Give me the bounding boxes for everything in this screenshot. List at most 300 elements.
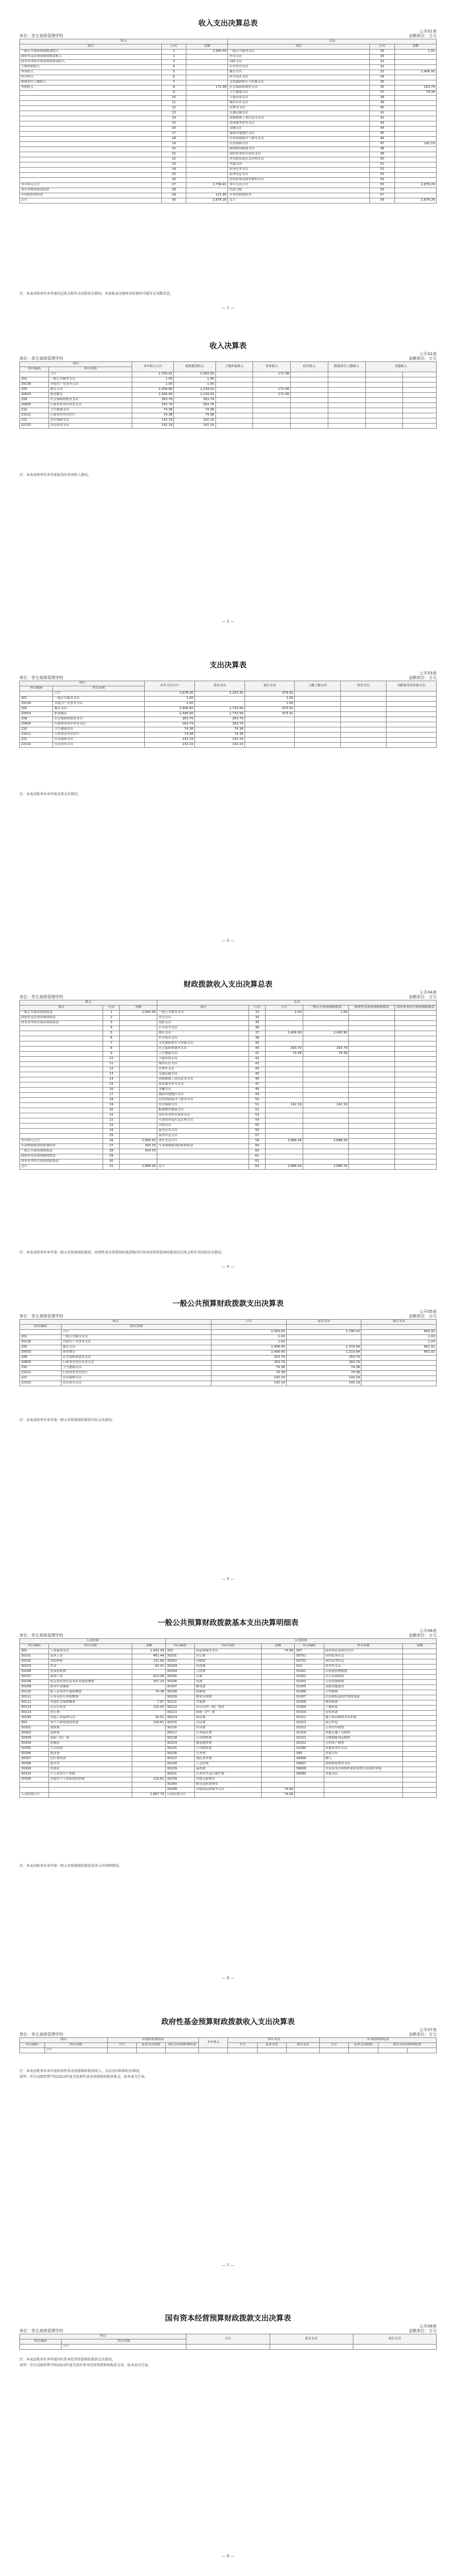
table-row bbox=[20, 1139, 437, 1144]
table-row bbox=[20, 1752, 437, 1757]
table-cell: 14 bbox=[161, 116, 186, 121]
table-row bbox=[20, 1366, 437, 1371]
table-cell: 1.00 bbox=[174, 377, 215, 382]
table-cell: 30240 bbox=[165, 1783, 194, 1788]
table-row bbox=[20, 691, 437, 697]
table-cell: 30304 bbox=[20, 1741, 49, 1747]
table-cell: 41 bbox=[370, 111, 395, 116]
table-cell: 30101 bbox=[20, 1654, 49, 1659]
table-cell bbox=[386, 722, 437, 727]
table-cell bbox=[186, 162, 228, 168]
table-cell bbox=[20, 1129, 103, 1134]
table-cell bbox=[403, 1777, 437, 1783]
table-cell: 合计 bbox=[53, 691, 145, 697]
table-cell: 35 bbox=[370, 80, 395, 86]
table-cell bbox=[386, 738, 437, 743]
table-cell bbox=[120, 1052, 157, 1057]
table-cell bbox=[245, 743, 295, 748]
table-cell bbox=[303, 1134, 349, 1139]
table-cell bbox=[303, 1036, 349, 1041]
table-cell bbox=[186, 80, 228, 86]
table-cell bbox=[20, 1057, 103, 1062]
table-cell: 商业服务业等支出 bbox=[157, 1083, 249, 1088]
table-cell: 201 bbox=[20, 1335, 62, 1340]
table-cell: 126.61 bbox=[132, 1721, 165, 1726]
table-row bbox=[20, 1072, 437, 1077]
table-cell: 灾害防治及应急管理支出 bbox=[228, 157, 370, 162]
table-cell: 1.00 bbox=[361, 1335, 437, 1340]
table-cell bbox=[199, 2048, 228, 2053]
table-row bbox=[20, 1788, 437, 1793]
table-cell: 国有资本经营预算财政拨款 bbox=[20, 1021, 103, 1026]
table-cell: 661.92 bbox=[361, 1345, 437, 1350]
table-cell: 文物和陈列品购置 bbox=[324, 1736, 403, 1741]
table-cell bbox=[295, 1783, 324, 1788]
table-cell bbox=[394, 1149, 436, 1154]
header-code: 科目编码 bbox=[20, 686, 53, 691]
table-cell: 国有资本经营预算财政拨款收入 bbox=[20, 60, 162, 65]
table-cell bbox=[132, 1711, 165, 1716]
table-cell bbox=[361, 1381, 437, 1386]
table-cell bbox=[186, 91, 228, 96]
table-cell bbox=[261, 1711, 294, 1716]
table-cell: 1.00 bbox=[394, 50, 436, 55]
amount-unit: 金额单位：万元 bbox=[409, 2032, 437, 2037]
amount-unit: 金额单位：万元 bbox=[409, 2329, 437, 2333]
table-cell bbox=[20, 1077, 103, 1083]
table-cell: 外交支出 bbox=[157, 1016, 249, 1021]
table-cell bbox=[120, 1062, 157, 1067]
table-cell bbox=[120, 1118, 157, 1124]
table-row bbox=[20, 1793, 437, 1798]
table-cell: 13 bbox=[161, 111, 186, 116]
section-2 bbox=[0, 319, 456, 638]
table-cell bbox=[291, 398, 328, 403]
table-cell: 1,319.94 bbox=[286, 1345, 361, 1350]
table-cell: 55 bbox=[249, 1124, 266, 1129]
table-cell bbox=[215, 408, 253, 413]
table-cell bbox=[20, 1088, 103, 1093]
table-cell bbox=[303, 1144, 349, 1149]
table-cell: 22102 bbox=[20, 743, 53, 748]
table-cell: 263.79 bbox=[174, 398, 215, 403]
table-cell: 住房保障支出 bbox=[53, 738, 145, 743]
table-cell: 263.79 bbox=[132, 398, 174, 403]
table-cell bbox=[394, 1077, 436, 1083]
page-title: 收入决算表 bbox=[209, 342, 247, 351]
table-row bbox=[20, 418, 437, 424]
table-cell: 物业管理费 bbox=[194, 1695, 261, 1700]
table-cell: 公用经费合计 bbox=[165, 1793, 194, 1798]
table-cell: 2,234.42 bbox=[174, 393, 215, 398]
table-cell: 20 bbox=[161, 147, 186, 152]
table-cell: 35 bbox=[249, 1021, 266, 1026]
table-cell: 农林水支出 bbox=[157, 1067, 249, 1072]
table-cell: 3 bbox=[161, 60, 186, 65]
table-cell: 39906 bbox=[295, 1757, 324, 1762]
table-cell bbox=[403, 403, 437, 408]
table-cell: 灾害防治及应急管理支出 bbox=[157, 1118, 249, 1124]
table-cell: 总计 bbox=[228, 198, 370, 204]
table-row bbox=[20, 1757, 437, 1762]
table-cell bbox=[340, 738, 386, 743]
header-name: 科目名称 bbox=[194, 1644, 261, 1649]
col-header: 合计 bbox=[211, 1320, 287, 1325]
header-expense: 支出 bbox=[157, 1000, 437, 1006]
table-cell: 53 bbox=[370, 173, 395, 178]
table-cell bbox=[215, 413, 253, 418]
table-cell: 社会保障和就业支出 bbox=[49, 398, 132, 403]
table-cell bbox=[394, 80, 436, 86]
table-row bbox=[20, 1057, 437, 1062]
table-cell bbox=[403, 1670, 437, 1675]
col-header: 附属单位上缴收入 bbox=[328, 362, 365, 372]
table-cell: 21011 bbox=[20, 413, 49, 418]
table-cell bbox=[403, 377, 437, 382]
table-explanation: 说明：崇左高级管理学校2023年度无政府性基金预算财政拨款收支，故本表为空表。 bbox=[19, 2075, 148, 2079]
table-cell bbox=[261, 1762, 294, 1767]
table-row bbox=[20, 1654, 437, 1659]
table-cell: 142.19 bbox=[286, 1381, 361, 1386]
table-row bbox=[20, 162, 437, 168]
table-row bbox=[20, 1062, 437, 1067]
table-row bbox=[20, 50, 437, 55]
table-row bbox=[20, 111, 437, 116]
table-cell bbox=[120, 1088, 157, 1093]
table-cell bbox=[20, 1113, 103, 1118]
table-row bbox=[20, 413, 437, 418]
table-row bbox=[20, 198, 437, 204]
header-subject: 项目 bbox=[20, 362, 132, 367]
table-cell bbox=[20, 132, 162, 137]
table-cell: 303 bbox=[20, 1721, 49, 1726]
table-cell bbox=[20, 162, 162, 168]
table-cell bbox=[20, 157, 162, 162]
table-cell: 卫生健康支出 bbox=[62, 1366, 211, 1371]
table-row bbox=[20, 1036, 437, 1041]
table-cell bbox=[403, 1665, 437, 1670]
table-cell bbox=[394, 60, 436, 65]
table-row bbox=[20, 101, 437, 106]
table-cell: 咨询费 bbox=[194, 1665, 261, 1670]
table-cell bbox=[394, 1165, 436, 1170]
header-personnel: 人员经费 bbox=[20, 1639, 166, 1644]
table-cell bbox=[20, 1124, 103, 1129]
table-cell: 住房改革支出 bbox=[49, 424, 132, 429]
table-cell bbox=[120, 1134, 157, 1139]
table-cell: 科学技术支出 bbox=[228, 75, 370, 80]
table-cell: 拆迁补偿 bbox=[324, 1721, 403, 1726]
table-cell: 30113 bbox=[20, 1706, 49, 1711]
table-cell bbox=[361, 1361, 437, 1366]
table-cell: 30213 bbox=[165, 1711, 194, 1716]
table-cell bbox=[107, 2048, 136, 2053]
table-row bbox=[20, 1021, 437, 1026]
table-cell: 基本工资 bbox=[49, 1654, 132, 1659]
table-cell: 医疗费补助 bbox=[49, 1757, 132, 1762]
table-cell bbox=[403, 1736, 437, 1741]
table-cell: 年初财政拨款结转和结余 bbox=[20, 1144, 103, 1149]
table-cell: 国有资本经营预算财政拨款 bbox=[20, 1159, 103, 1165]
table-cell: 142.19 bbox=[195, 743, 245, 748]
table-cell: 2,406.90 bbox=[394, 70, 436, 75]
table-cell: 城乡社区支出 bbox=[157, 1062, 249, 1067]
table-cell: 卫生健康支出 bbox=[49, 408, 132, 413]
table-cell bbox=[266, 1083, 303, 1088]
table-cell: 7.97 bbox=[132, 1700, 165, 1706]
table-cell bbox=[349, 1067, 394, 1072]
table-cell: 31022 bbox=[295, 1741, 324, 1747]
table-cell bbox=[132, 1757, 165, 1762]
table-cell: 673.91 bbox=[245, 712, 295, 717]
table-cell: 201 bbox=[20, 697, 53, 702]
table-cell bbox=[120, 1041, 157, 1047]
table-cell: 1,790.02 bbox=[286, 1330, 361, 1335]
table-cell bbox=[403, 1731, 437, 1736]
page-title: 政府性基金预算财政拨款收入支出决算表 bbox=[161, 2018, 295, 2026]
table-row bbox=[20, 1088, 437, 1093]
amount-unit: 金额单位：万元 bbox=[409, 356, 437, 361]
table-cell: 34 bbox=[370, 75, 395, 80]
table-cell bbox=[186, 121, 228, 127]
table-row bbox=[20, 75, 437, 80]
unit-label: 单位：崇左高级管理学校 bbox=[19, 1314, 63, 1318]
table-cell: 30208 bbox=[165, 1690, 194, 1695]
col-header: 合计 bbox=[186, 2334, 270, 2345]
table-cell: 31010 bbox=[295, 1711, 324, 1716]
table-cell: 16 bbox=[103, 1088, 120, 1093]
table-cell bbox=[394, 152, 436, 157]
table-cell bbox=[386, 697, 437, 702]
table-cell: 1,733.99 bbox=[195, 712, 245, 717]
table-cell: 金融支出 bbox=[157, 1088, 249, 1093]
table-cell: 住房保障支出 bbox=[49, 418, 132, 424]
table-cell: 外交支出 bbox=[228, 55, 370, 60]
table-cell: 其他支出 bbox=[324, 1752, 403, 1757]
table-row bbox=[20, 1356, 437, 1361]
table-cell: 20805 bbox=[20, 722, 53, 727]
amount-unit: 金额单位：万元 bbox=[409, 995, 437, 999]
table-cell: 6 bbox=[103, 1036, 120, 1041]
table-cell bbox=[266, 1093, 303, 1098]
table-cell: 助学金 bbox=[49, 1762, 132, 1767]
table-cell bbox=[261, 1747, 294, 1752]
table-cell bbox=[303, 1016, 349, 1021]
table-cell bbox=[291, 382, 328, 388]
table-cell: 74.38 bbox=[195, 727, 245, 732]
table-cell bbox=[20, 1062, 103, 1067]
table-cell: 30.51 bbox=[132, 1716, 165, 1721]
table-cell bbox=[261, 1757, 294, 1762]
table-cell: 国外债务付息 bbox=[324, 1659, 403, 1665]
table-cell bbox=[328, 413, 365, 418]
table-cell bbox=[49, 1783, 132, 1788]
table-cell: 142.19 bbox=[211, 1381, 287, 1386]
table-cell: 63 bbox=[249, 1165, 266, 1170]
table-cell: 31006 bbox=[295, 1690, 324, 1695]
table-cell: 2,203.35 bbox=[195, 691, 245, 697]
table-cell bbox=[228, 2048, 257, 2053]
table-cell bbox=[132, 1670, 165, 1675]
table-cell: 文化旅游体育与传媒支出 bbox=[157, 1041, 249, 1047]
table-row bbox=[20, 152, 437, 157]
table-cell bbox=[349, 1031, 394, 1036]
table-cell bbox=[386, 732, 437, 738]
table-row bbox=[20, 168, 437, 173]
header-amount: 金额 bbox=[261, 1644, 294, 1649]
table-cell bbox=[403, 1783, 437, 1788]
table-cell: 263.79 bbox=[145, 722, 195, 727]
table-row bbox=[20, 1685, 437, 1690]
table-cell bbox=[195, 702, 245, 707]
table-cell: 24 bbox=[103, 1129, 120, 1134]
header-amount: 金额 bbox=[186, 44, 228, 50]
table-cell bbox=[403, 1772, 437, 1777]
table-cell: 社会保障和就业支出 bbox=[62, 1356, 211, 1361]
table-cell: 673.91 bbox=[245, 707, 295, 712]
table-cell: 30309 bbox=[20, 1767, 49, 1772]
table-cell: 31 bbox=[103, 1165, 120, 1170]
table-cell: 28 bbox=[103, 1149, 120, 1154]
table-cell: 一般公共服务支出 bbox=[157, 1011, 249, 1016]
table-row bbox=[20, 55, 437, 60]
table-cell bbox=[403, 1726, 437, 1731]
table-cell bbox=[253, 413, 291, 418]
col-header: 基本支出 bbox=[195, 681, 245, 691]
table-row bbox=[20, 1031, 437, 1036]
table-cell: 38 bbox=[370, 96, 395, 101]
table-cell: 25 bbox=[161, 173, 186, 178]
table-cell bbox=[120, 1159, 157, 1165]
table-row bbox=[20, 1649, 437, 1654]
table-cell: 142.19 bbox=[211, 1376, 287, 1381]
table-row bbox=[20, 1695, 437, 1700]
table-cell: 基础设施建设 bbox=[324, 1685, 403, 1690]
table-cell bbox=[394, 1139, 436, 1144]
table-row bbox=[20, 1361, 437, 1366]
table-cell bbox=[20, 1072, 103, 1077]
table-row bbox=[20, 1149, 437, 1154]
table-cell: 208 bbox=[20, 717, 53, 722]
table-cell bbox=[403, 1654, 437, 1659]
table-cell bbox=[286, 1335, 361, 1340]
table-cell: 伙食补助费 bbox=[49, 1670, 132, 1675]
header-amount: 金额 bbox=[403, 1644, 437, 1649]
table-cell bbox=[394, 75, 436, 80]
table-row bbox=[20, 183, 437, 188]
unit-label: 单位：崇左高级管理学校 bbox=[19, 356, 63, 361]
table-row bbox=[20, 732, 437, 738]
table-cell: 政府性基金预算财政拨款 bbox=[20, 1154, 103, 1159]
table-cell bbox=[20, 106, 162, 111]
table-cell bbox=[132, 1772, 165, 1777]
table-cell: 74.38 bbox=[132, 408, 174, 413]
table-cell: 使用非财政拨款结余 bbox=[20, 188, 162, 193]
table-cell: 210 bbox=[20, 727, 53, 732]
table-cell bbox=[407, 2048, 436, 2053]
table-cell bbox=[186, 142, 228, 147]
table-cell: 142.19 bbox=[195, 738, 245, 743]
table-cell: 1 bbox=[103, 1011, 120, 1016]
table-cell: 30399 bbox=[20, 1777, 49, 1783]
table-row bbox=[20, 697, 437, 702]
table-cell: 49 bbox=[370, 152, 395, 157]
table-cell bbox=[394, 1118, 436, 1124]
table-cell bbox=[295, 743, 340, 748]
table-cell bbox=[340, 691, 386, 697]
table-cell: 交通运输支出 bbox=[228, 111, 370, 116]
table-row bbox=[20, 1077, 437, 1083]
table-cell bbox=[20, 121, 162, 127]
table-cell bbox=[328, 393, 365, 398]
table-cell bbox=[132, 1685, 165, 1690]
unit-label: 单位：崇左高级管理学校 bbox=[19, 34, 63, 38]
table-cell: 30205 bbox=[165, 1675, 194, 1680]
table-cell: 20136 bbox=[20, 702, 53, 707]
table-cell bbox=[261, 1721, 294, 1726]
table-cell bbox=[394, 106, 436, 111]
section-5 bbox=[0, 1277, 456, 1596]
table-cell: 24 bbox=[161, 168, 186, 173]
section-6 bbox=[0, 1596, 456, 1995]
table-cell bbox=[303, 1149, 349, 1154]
col-header: 上级补助收入 bbox=[215, 362, 253, 372]
table-cell bbox=[394, 178, 436, 183]
table-cell bbox=[394, 1047, 436, 1052]
table-cell: 51 bbox=[370, 162, 395, 168]
col-header: 其他收入 bbox=[365, 362, 436, 372]
table-cell bbox=[266, 1072, 303, 1077]
table-cell: 总计 bbox=[157, 1165, 249, 1170]
table-cell: 49 bbox=[249, 1093, 266, 1098]
table-cell: 58 bbox=[249, 1139, 266, 1144]
table-cell: 413.08 bbox=[132, 1675, 165, 1680]
table-cell bbox=[386, 727, 437, 732]
table-cell bbox=[291, 424, 328, 429]
table-cell: 1.00 bbox=[211, 1340, 287, 1345]
header-expense: 支出 bbox=[228, 39, 437, 44]
table-row bbox=[20, 382, 437, 388]
table-cell bbox=[20, 168, 162, 173]
table-cell: 其他共产党事务支出 bbox=[53, 702, 145, 707]
page-title: 收入支出决算总表 bbox=[198, 19, 258, 28]
table-cell bbox=[303, 1154, 349, 1159]
table-cell: 661.92 bbox=[361, 1350, 437, 1356]
table-cell: 31002 bbox=[295, 1675, 324, 1680]
table-cell: 30212 bbox=[165, 1706, 194, 1711]
table-cell: 奖金 bbox=[49, 1665, 132, 1670]
table-cell bbox=[386, 743, 437, 748]
table-cell: 263.79 bbox=[266, 1047, 303, 1052]
table-note: 注：本表反映单位本年度一般公共预算财政拨款基本支出明细情况。 bbox=[19, 1864, 123, 1868]
table-cell bbox=[266, 1077, 303, 1083]
table-row bbox=[20, 106, 437, 111]
header-name: 科目名称 bbox=[49, 1644, 132, 1649]
table-cell bbox=[394, 1093, 436, 1098]
table-cell bbox=[261, 1690, 294, 1695]
table-cell: 74.66 bbox=[261, 1793, 294, 1798]
table-cell: 无形资产购置 bbox=[324, 1741, 403, 1747]
table-cell: 工会经费 bbox=[194, 1762, 261, 1767]
page-title: 支出决算表 bbox=[209, 661, 247, 670]
table-cell bbox=[349, 2048, 378, 2053]
sub-header: 项目支出 bbox=[286, 2043, 319, 2048]
table-cell: 债务还本支出 bbox=[228, 168, 370, 173]
table-cell: 27 bbox=[161, 183, 186, 188]
table-row bbox=[20, 1350, 437, 1356]
table-cell bbox=[20, 1093, 103, 1098]
table-cell bbox=[386, 691, 437, 697]
